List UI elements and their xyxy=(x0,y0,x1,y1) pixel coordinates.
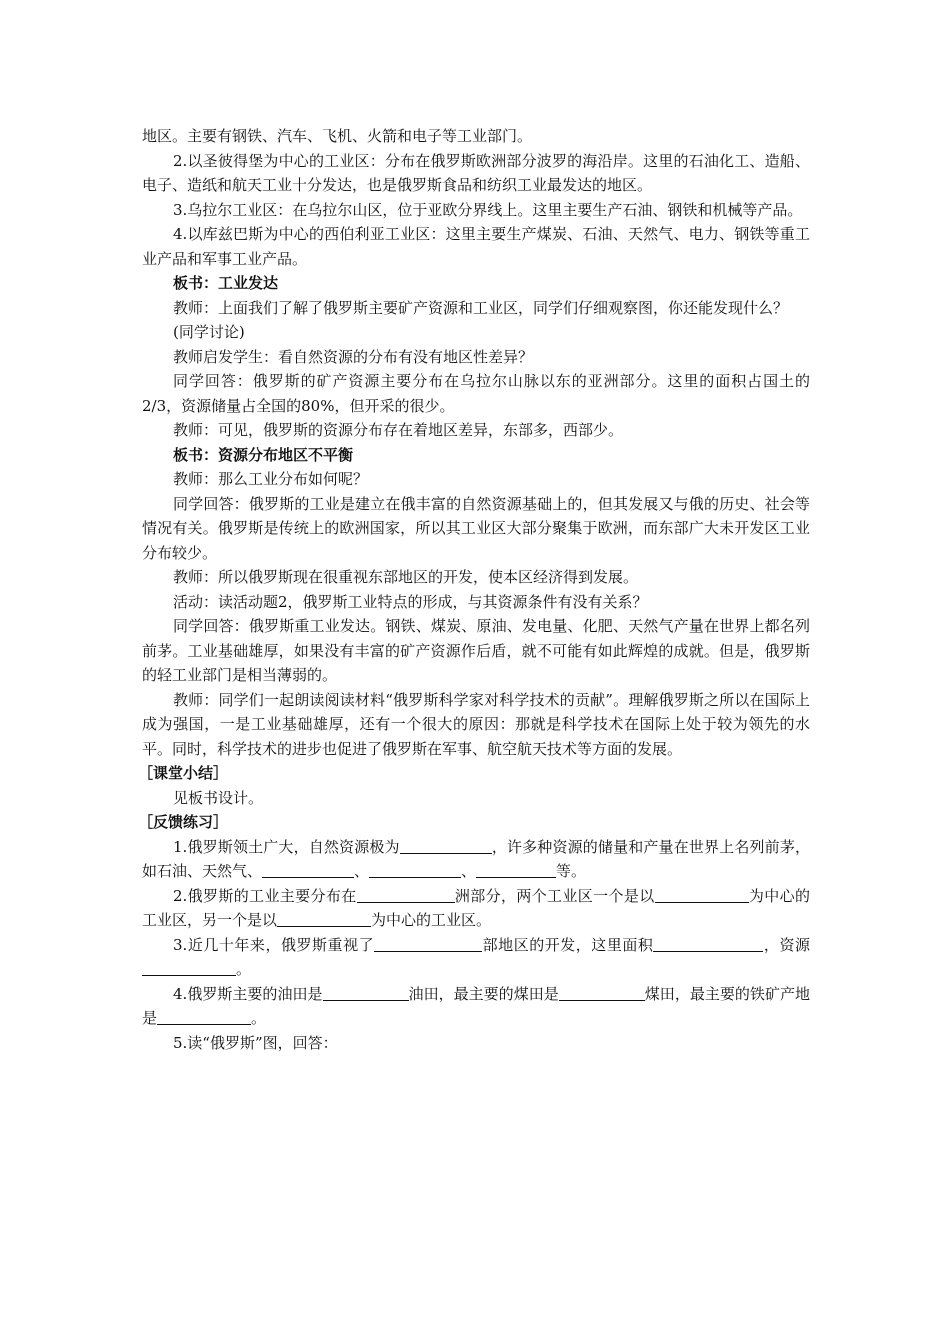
exercise-text: 4.俄罗斯主要的油田是 xyxy=(173,984,323,1003)
paragraph: 教师启发学生：看自然资源的分布有没有地区性差异？ xyxy=(173,347,534,366)
exercise-text: 油田，最主要的煤田是 xyxy=(408,984,559,1003)
paragraph: 2.以圣彼得堡为中心的工业区：分布在俄罗斯欧洲部分波罗的海沿岸。这里的石油化工、造船、电子、造纸和航天工业十分发达，也是俄罗斯食品和纺织工业最发达的地区。 xyxy=(142,151,810,194)
answer-blank[interactable] xyxy=(400,838,492,854)
paragraph: 同学回答：俄罗斯的矿产资源主要分布在乌拉尔山脉以东的亚洲部分。这里的面积占国土的2/3，资源储量占全国的80%，但开采的很少。 xyxy=(142,372,810,415)
answer-blank[interactable] xyxy=(157,1009,251,1025)
paragraph: 见板书设计。 xyxy=(173,788,264,807)
blackboard-heading: 板书：工业发达 xyxy=(173,274,279,292)
section-heading-summary: ［课堂小结］ xyxy=(138,764,229,782)
answer-blank[interactable] xyxy=(653,936,763,952)
exercise-2 xyxy=(142,884,810,933)
paragraph: 教师：同学们一起朗读阅读材料“俄罗斯科学家对科学技术的贡献”。理解俄罗斯之所以在国际上成为强国，一是工业基础雄厚，还有一个很大的原因：那就是科学技术在国际上处于较为领先的水平。同时，科学技术的进步也促进了俄罗斯在军事、航空航天技术等方面的发展。 xyxy=(142,690,810,758)
exercise-text: 洲部分，两个工业区一个是以 xyxy=(454,886,655,905)
exercise-text: 煤田，最主要的铁矿产地是 xyxy=(142,984,810,1027)
blackboard-heading: 板书：资源分布地区不平衡 xyxy=(173,445,354,464)
paragraph: 教师：可见，俄罗斯的资源分布存在着地区差异，东部多，西部少。 xyxy=(173,421,624,439)
paragraph: 同学回答：俄罗斯重工业发达。钢铁、煤炭、原油、发电量、化肥、天然气产量在世界上都名列前茅。工业基础雄厚，如果没有丰富的矿产资源作后盾，就不可能有如此辉煌的成就。但是，俄罗斯的轻工业部门是相当薄弱的。 xyxy=(142,617,810,684)
exercise-text: 、 xyxy=(354,862,370,880)
exercise-text: 为中心的工业区。 xyxy=(371,911,492,929)
exercise-text: 部地区的开发，这里面积 xyxy=(482,935,654,954)
exercise-text: 。 xyxy=(236,960,252,978)
answer-blank[interactable] xyxy=(142,960,236,976)
exercise-text: 1.俄罗斯领土广大，自然资源极为 xyxy=(173,837,400,856)
answer-blank[interactable] xyxy=(655,887,749,903)
paragraph: 同学回答：俄罗斯的工业是建立在俄丰富的自然资源基础上的，但其发展又与俄的历史、社会等情况有关。俄罗斯是传统上的欧洲国家，所以其工业区大部分聚集于欧洲，而东部广大未开发区工业分布较少。 xyxy=(142,494,810,562)
answer-blank[interactable] xyxy=(357,887,455,903)
exercise-text: ，资源 xyxy=(763,935,810,954)
answer-blank[interactable] xyxy=(277,911,371,927)
exercise-text: 等。 xyxy=(556,862,587,880)
exercise-4 xyxy=(142,982,810,1031)
answer-blank[interactable] xyxy=(262,862,354,878)
exercise-3 xyxy=(142,933,810,982)
answer-blank[interactable] xyxy=(369,862,461,878)
paragraph: 4.以库兹巴斯为中心的西伯利亚工业区：这里主要生产煤炭、石油、天然气、电力、钢铁等重工业产品和军事工业产品。 xyxy=(142,225,810,268)
answer-blank[interactable] xyxy=(476,862,556,878)
exercise-text: 。 xyxy=(251,1009,267,1027)
paragraph: 教师：所以俄罗斯现在很重视东部地区的开发，使本区经济得到发展。 xyxy=(173,568,639,586)
document-body xyxy=(138,124,810,1055)
exercise-5: 5.读“俄罗斯”图，回答： xyxy=(173,1033,338,1052)
exercise-text: 、 xyxy=(461,862,477,880)
exercise-text: 为中心的工业区，另一个是以 xyxy=(142,886,810,929)
answer-blank[interactable] xyxy=(323,985,409,1001)
paragraph: 教师：上面我们了解了俄罗斯主要矿产资源和工业区，同学们仔细观察图，你还能发现什么？ xyxy=(173,298,789,317)
paragraph: 活动：读活动题2，俄罗斯工业特点的形成，与其资源条件有没有关系？ xyxy=(173,592,648,611)
exercise-1 xyxy=(142,835,810,884)
paragraph: 3.乌拉尔工业区：在乌拉尔山区，位于亚欧分界线上。这里主要生产石油、钢铁和机械等产品。 xyxy=(173,200,803,219)
paragraph: 教师：那么工业分布如何呢？ xyxy=(173,470,369,488)
paragraph: (同学讨论) xyxy=(173,323,245,341)
section-heading-exercises: ［反馈练习］ xyxy=(138,813,229,831)
answer-blank[interactable] xyxy=(559,985,645,1001)
paragraph: 地区。主要有钢铁、汽车、飞机、火箭和电子等工业部门。 xyxy=(142,127,533,145)
answer-blank[interactable] xyxy=(374,936,482,952)
exercise-text: ，许多种资源的储量和产量在世界上名列前茅，如石油、天然气、 xyxy=(142,837,810,880)
exercise-text: 3.近几十年来，俄罗斯重视了 xyxy=(173,935,375,954)
exercise-text: 2.俄罗斯的工业主要分布在 xyxy=(173,886,357,905)
